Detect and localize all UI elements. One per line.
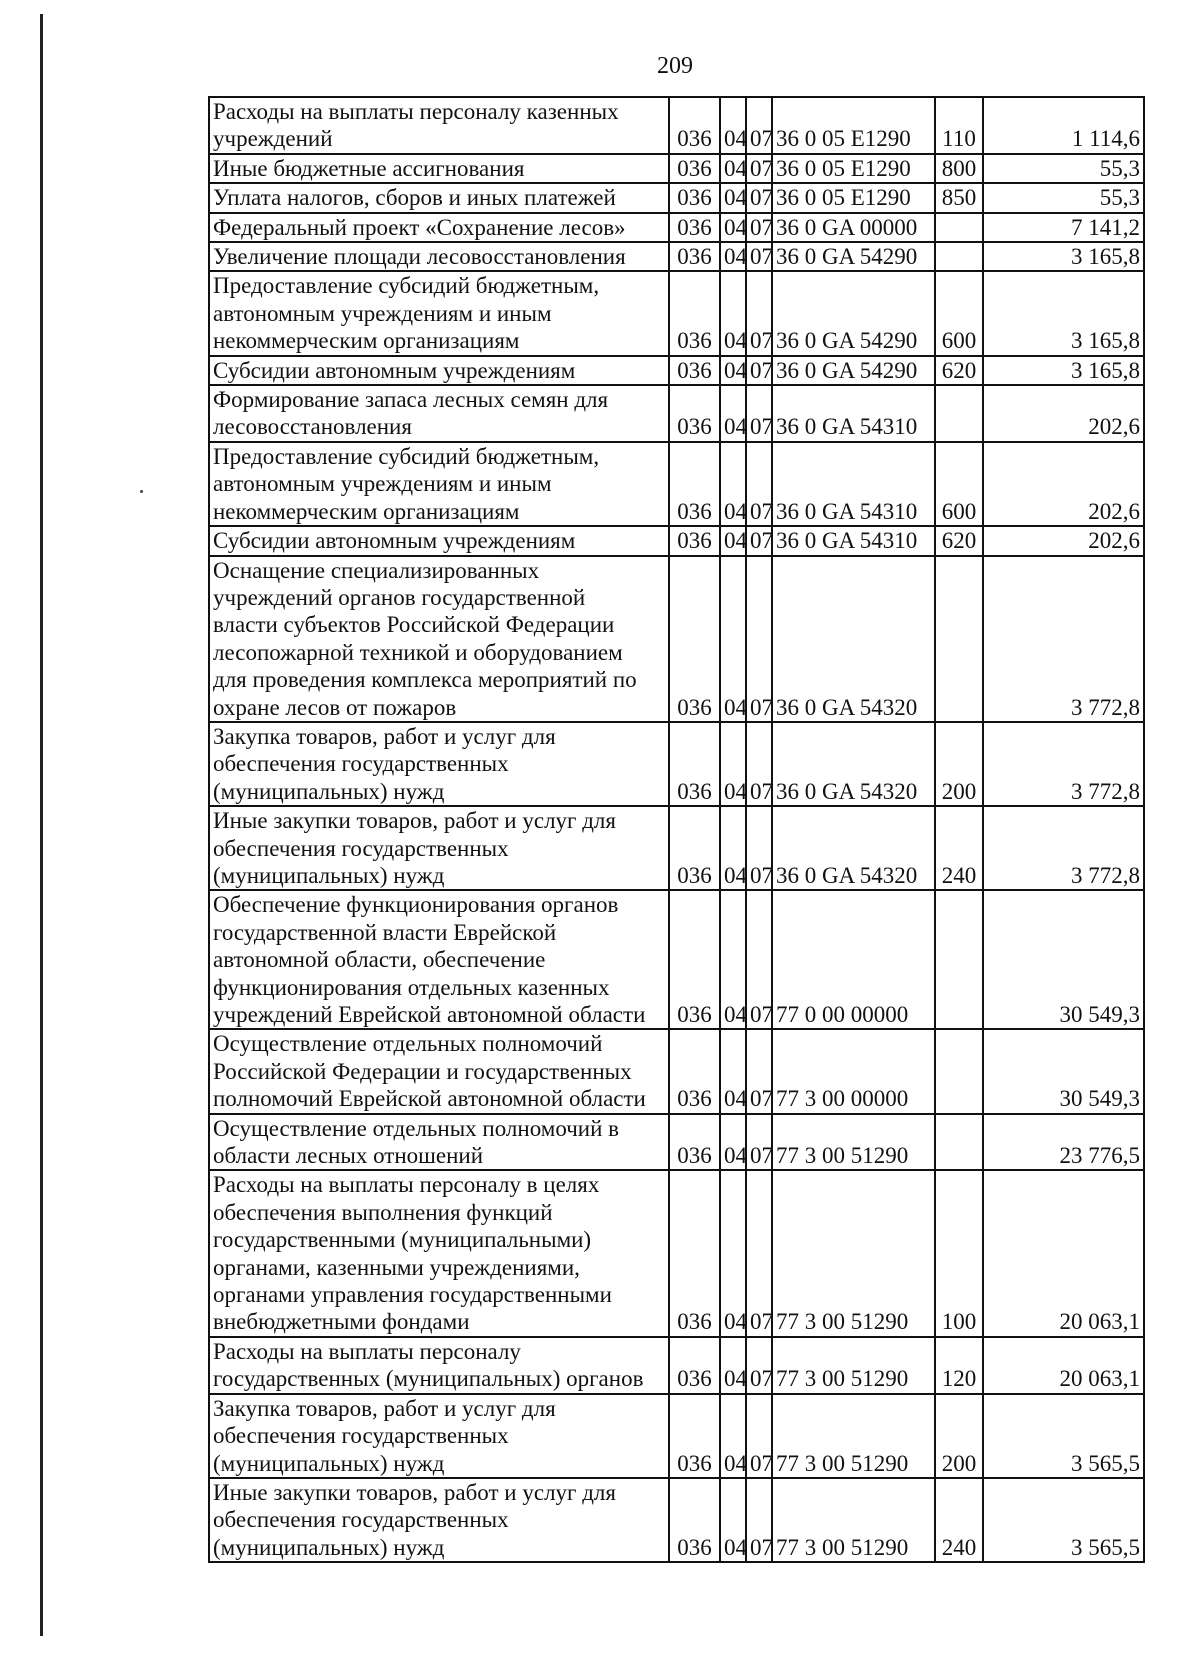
table-row — [209, 526, 1144, 555]
ministry-code-cell: 036 — [669, 356, 720, 385]
sum-cell: 3 565,5 — [983, 1478, 1144, 1562]
table-row — [209, 442, 1144, 526]
ministry-code-cell: 036 — [669, 271, 720, 355]
row-name-cell: Предоставление субсидий бюджетным, автономным учреждениям и иным некоммерческим организациям — [209, 442, 669, 526]
table-row — [209, 242, 1144, 271]
target-article-cell: 77 3 00 51290 — [772, 1114, 935, 1171]
ministry-code-cell: 036 — [669, 722, 720, 806]
ministry-code-cell: 036 — [669, 442, 720, 526]
expense-type-cell: 240 — [935, 806, 983, 890]
table-row — [209, 1170, 1144, 1336]
sum-cell: 3 165,8 — [983, 242, 1144, 271]
expense-type-cell — [935, 890, 983, 1029]
target-article-cell: 77 0 00 00000 — [772, 890, 935, 1029]
target-article-cell: 36 0 GA 54320 — [772, 556, 935, 722]
row-name-cell: Расходы на выплаты персоналу государственных (муниципальных) органов — [209, 1337, 669, 1394]
subsection-code-cell: 07 — [746, 356, 772, 385]
target-article-cell: 77 3 00 51290 — [772, 1394, 935, 1478]
target-article-cell: 36 0 GA 54310 — [772, 442, 935, 526]
expense-type-cell: 200 — [935, 1394, 983, 1478]
section-code-cell: 04 — [720, 271, 746, 355]
sum-cell: 7 141,2 — [983, 213, 1144, 242]
ministry-code-cell: 036 — [669, 1337, 720, 1394]
subsection-code-cell: 07 — [746, 385, 772, 442]
sum-cell: 30 549,3 — [983, 1029, 1144, 1113]
ministry-code-cell: 036 — [669, 1478, 720, 1562]
table-row — [209, 213, 1144, 242]
expense-type-cell — [935, 213, 983, 242]
subsection-code-cell: 07 — [746, 242, 772, 271]
section-code-cell: 04 — [720, 1114, 746, 1171]
row-name-cell: Предоставление субсидий бюджетным, автономным учреждениям и иным некоммерческим организациям — [209, 271, 669, 355]
row-name-cell: Осуществление отдельных полномочий Российской Федерации и государственных полномочий Еврейской автономной области — [209, 1029, 669, 1113]
ministry-code-cell: 036 — [669, 1029, 720, 1113]
ministry-code-cell: 036 — [669, 1170, 720, 1336]
target-article-cell: 77 3 00 51290 — [772, 1478, 935, 1562]
subsection-code-cell: 07 — [746, 806, 772, 890]
section-code-cell: 04 — [720, 1029, 746, 1113]
sum-cell: 55,3 — [983, 183, 1144, 212]
section-code-cell: 04 — [720, 442, 746, 526]
subsection-code-cell: 07 — [746, 183, 772, 212]
section-code-cell: 04 — [720, 242, 746, 271]
ministry-code-cell: 036 — [669, 385, 720, 442]
section-code-cell: 04 — [720, 722, 746, 806]
row-name-cell: Закупка товаров, работ и услуг для обеспечения государственных (муниципальных) нужд — [209, 722, 669, 806]
section-code-cell: 04 — [720, 1337, 746, 1394]
subsection-code-cell: 07 — [746, 1337, 772, 1394]
sum-cell: 1 114,6 — [983, 97, 1144, 154]
section-code-cell: 04 — [720, 806, 746, 890]
ministry-code-cell: 036 — [669, 890, 720, 1029]
sum-cell: 202,6 — [983, 385, 1144, 442]
scan-speck — [140, 490, 143, 493]
target-article-cell: 36 0 GA 54320 — [772, 806, 935, 890]
row-name-cell: Обеспечение функционирования органов государственной власти Еврейской автономной области, обеспечение функционирования отдельных казенных учреждений Еврейской автономной области — [209, 890, 669, 1029]
row-name-cell: Осуществление отдельных полномочий в области лесных отношений — [209, 1114, 669, 1171]
table-row — [209, 385, 1144, 442]
subsection-code-cell: 07 — [746, 722, 772, 806]
expense-type-cell — [935, 556, 983, 722]
sum-cell: 202,6 — [983, 442, 1144, 526]
ministry-code-cell: 036 — [669, 242, 720, 271]
target-article-cell: 36 0 05 E1290 — [772, 97, 935, 154]
row-name-cell: Расходы на выплаты персоналу казенных учреждений — [209, 97, 669, 154]
table-row — [209, 1337, 1144, 1394]
sum-cell: 3 165,8 — [983, 271, 1144, 355]
subsection-code-cell: 07 — [746, 1394, 772, 1478]
subsection-code-cell: 07 — [746, 556, 772, 722]
section-code-cell: 04 — [720, 526, 746, 555]
section-code-cell: 04 — [720, 154, 746, 183]
subsection-code-cell: 07 — [746, 154, 772, 183]
section-code-cell: 04 — [720, 385, 746, 442]
ministry-code-cell: 036 — [669, 213, 720, 242]
table-row — [209, 1029, 1144, 1113]
section-code-cell: 04 — [720, 213, 746, 242]
section-code-cell: 04 — [720, 1170, 746, 1336]
table-row — [209, 271, 1144, 355]
section-code-cell: 04 — [720, 97, 746, 154]
section-code-cell: 04 — [720, 1394, 746, 1478]
sum-cell: 3 772,8 — [983, 722, 1144, 806]
table-row — [209, 356, 1144, 385]
sum-cell: 202,6 — [983, 526, 1144, 555]
row-name-cell: Увеличение площади лесовосстановления — [209, 242, 669, 271]
expense-type-cell — [935, 385, 983, 442]
target-article-cell: 36 0 GA 00000 — [772, 213, 935, 242]
ministry-code-cell: 036 — [669, 526, 720, 555]
ministry-code-cell: 036 — [669, 183, 720, 212]
section-code-cell: 04 — [720, 183, 746, 212]
table-row — [209, 722, 1144, 806]
sum-cell: 30 549,3 — [983, 890, 1144, 1029]
sum-cell: 3 165,8 — [983, 356, 1144, 385]
sum-cell: 3 565,5 — [983, 1394, 1144, 1478]
expense-type-cell: 120 — [935, 1337, 983, 1394]
row-name-cell: Иные закупки товаров, работ и услуг для обеспечения государственных (муниципальных) нужд — [209, 806, 669, 890]
ministry-code-cell: 036 — [669, 154, 720, 183]
target-article-cell: 36 0 GA 54320 — [772, 722, 935, 806]
target-article-cell: 36 0 GA 54290 — [772, 242, 935, 271]
table-row — [209, 97, 1144, 154]
target-article-cell: 77 3 00 00000 — [772, 1029, 935, 1113]
target-article-cell: 36 0 GA 54290 — [772, 271, 935, 355]
target-article-cell: 36 0 GA 54290 — [772, 356, 935, 385]
subsection-code-cell: 07 — [746, 213, 772, 242]
subsection-code-cell: 07 — [746, 1478, 772, 1562]
ministry-code-cell: 036 — [669, 556, 720, 722]
expense-type-cell: 600 — [935, 271, 983, 355]
budget-table-body — [209, 97, 1144, 1562]
target-article-cell: 77 3 00 51290 — [772, 1170, 935, 1336]
expense-type-cell: 620 — [935, 356, 983, 385]
ministry-code-cell: 036 — [669, 97, 720, 154]
expense-type-cell — [935, 1114, 983, 1171]
row-name-cell: Уплата налогов, сборов и иных платежей — [209, 183, 669, 212]
row-name-cell: Расходы на выплаты персоналу в целях обеспечения выполнения функций государственными (муниципальными) органами, казенными учреждениями, органами управления государственными внебюджетными фондами — [209, 1170, 669, 1336]
subsection-code-cell: 07 — [746, 97, 772, 154]
row-name-cell: Иные бюджетные ассигнования — [209, 154, 669, 183]
left-margin-line — [40, 14, 43, 1636]
section-code-cell: 04 — [720, 556, 746, 722]
section-code-cell: 04 — [720, 1478, 746, 1562]
expense-type-cell: 800 — [935, 154, 983, 183]
row-name-cell: Закупка товаров, работ и услуг для обеспечения государственных (муниципальных) нужд — [209, 1394, 669, 1478]
table-row — [209, 556, 1144, 722]
table-row — [209, 890, 1144, 1029]
section-code-cell: 04 — [720, 890, 746, 1029]
subsection-code-cell: 07 — [746, 442, 772, 526]
expense-type-cell: 620 — [935, 526, 983, 555]
ministry-code-cell: 036 — [669, 1394, 720, 1478]
subsection-code-cell: 07 — [746, 526, 772, 555]
expense-type-cell: 200 — [935, 722, 983, 806]
sum-cell: 3 772,8 — [983, 556, 1144, 722]
target-article-cell: 36 0 GA 54310 — [772, 385, 935, 442]
subsection-code-cell: 07 — [746, 1029, 772, 1113]
table-row — [209, 806, 1144, 890]
target-article-cell: 36 0 05 E1290 — [772, 183, 935, 212]
target-article-cell: 36 0 05 E1290 — [772, 154, 935, 183]
sum-cell: 20 063,1 — [983, 1337, 1144, 1394]
target-article-cell: 77 3 00 51290 — [772, 1337, 935, 1394]
sum-cell: 3 772,8 — [983, 806, 1144, 890]
page-number: 209 — [657, 53, 693, 79]
table-row — [209, 154, 1144, 183]
expense-type-cell: 240 — [935, 1478, 983, 1562]
row-name-cell: Субсидии автономным учреждениям — [209, 356, 669, 385]
section-code-cell: 04 — [720, 356, 746, 385]
ministry-code-cell: 036 — [669, 1114, 720, 1171]
subsection-code-cell: 07 — [746, 890, 772, 1029]
sum-cell: 20 063,1 — [983, 1170, 1144, 1336]
sum-cell: 23 776,5 — [983, 1114, 1144, 1171]
expense-type-cell — [935, 242, 983, 271]
table-row — [209, 183, 1144, 212]
row-name-cell: Формирование запаса лесных семян для лесовосстановления — [209, 385, 669, 442]
expense-type-cell: 110 — [935, 97, 983, 154]
row-name-cell: Субсидии автономным учреждениям — [209, 526, 669, 555]
subsection-code-cell: 07 — [746, 1170, 772, 1336]
target-article-cell: 36 0 GA 54310 — [772, 526, 935, 555]
expense-type-cell: 100 — [935, 1170, 983, 1336]
ministry-code-cell: 036 — [669, 806, 720, 890]
row-name-cell: Оснащение специализированных учреждений органов государственной власти субъектов Российской Федерации лесопожарной техникой и оборудованием для проведения комплекса мероприятий по охране лесов от пожаров — [209, 556, 669, 722]
expense-type-cell — [935, 1029, 983, 1113]
table-row — [209, 1114, 1144, 1171]
subsection-code-cell: 07 — [746, 1114, 772, 1171]
row-name-cell: Иные закупки товаров, работ и услуг для обеспечения государственных (муниципальных) нужд — [209, 1478, 669, 1562]
table-row — [209, 1394, 1144, 1478]
row-name-cell: Федеральный проект «Сохранение лесов» — [209, 213, 669, 242]
expense-type-cell: 600 — [935, 442, 983, 526]
subsection-code-cell: 07 — [746, 271, 772, 355]
expense-type-cell: 850 — [935, 183, 983, 212]
budget-table — [208, 96, 1145, 1563]
table-row — [209, 1478, 1144, 1562]
sum-cell: 55,3 — [983, 154, 1144, 183]
